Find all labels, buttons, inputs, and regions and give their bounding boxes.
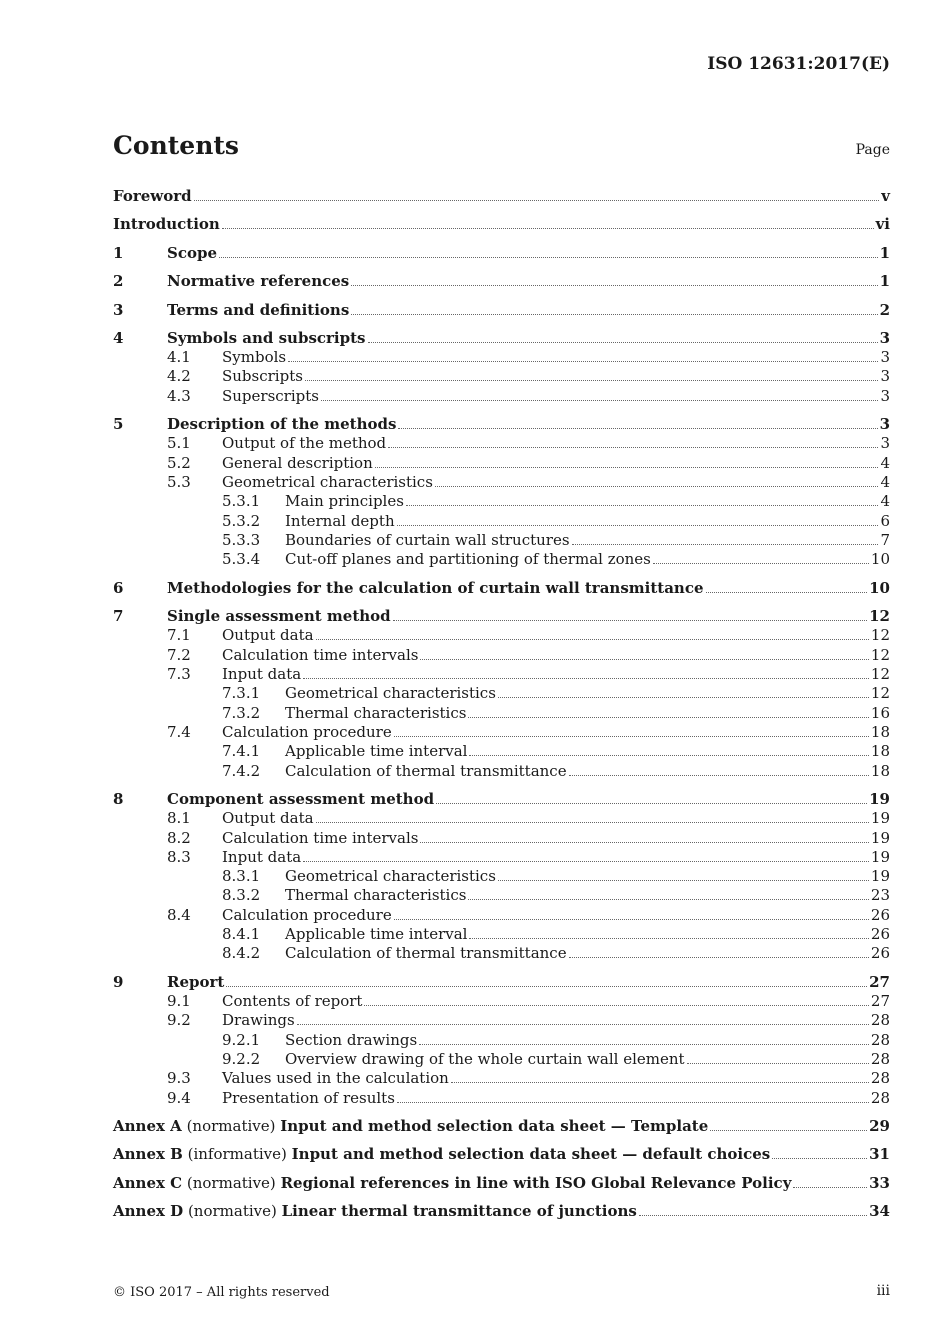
annex-label: Annex C	[113, 1174, 183, 1192]
toc-entry[interactable]	[113, 386, 890, 406]
toc-entry-page: 6	[880, 512, 890, 530]
toc-entry-page: 12	[870, 646, 890, 664]
toc-entry-title: Main principles	[285, 492, 404, 510]
toc-entry[interactable]	[113, 808, 890, 828]
dot-leader	[219, 256, 878, 258]
document-id: ISO 12631:2017(E)	[707, 54, 890, 74]
dot-leader	[710, 1129, 867, 1131]
annex-title: Input and method selection data sheet — Template	[280, 1117, 709, 1135]
toc-entry[interactable]	[113, 1116, 890, 1136]
toc-entry-page: 27	[870, 992, 890, 1010]
dot-leader	[316, 638, 869, 640]
toc-entry[interactable]	[113, 1173, 890, 1193]
dot-leader	[468, 716, 868, 718]
toc-entry-number: 5.1	[167, 434, 191, 452]
toc-entry-number: 6	[113, 579, 124, 597]
annex-kind: (normative)	[183, 1202, 282, 1220]
toc-entry-title	[113, 1144, 770, 1164]
dot-leader	[364, 1004, 868, 1006]
toc-entry[interactable]	[113, 511, 890, 531]
toc-entry-page: 19	[870, 848, 890, 866]
toc-entry[interactable]	[113, 828, 890, 848]
toc-entry-page: 23	[870, 886, 890, 904]
dot-leader	[368, 341, 878, 343]
annex-title: Linear thermal transmittance of junctions	[281, 1202, 637, 1220]
toc-entry-title: Input data	[222, 665, 302, 683]
toc-entry-number: 9.3	[167, 1069, 191, 1087]
toc-entry-title: Internal depth	[285, 512, 395, 530]
toc-entry-page: vi	[875, 215, 890, 233]
dot-leader	[420, 841, 868, 843]
toc-entry-title: Calculation time intervals	[222, 829, 419, 847]
toc-entry[interactable]	[113, 328, 890, 348]
dot-leader	[569, 956, 869, 958]
toc-entry-title	[113, 1201, 637, 1221]
toc-entry-page: 10	[870, 550, 890, 568]
toc-entry-page: 33	[869, 1174, 890, 1192]
toc-entry-number: 5.3.3	[222, 531, 261, 549]
dot-leader	[469, 937, 868, 939]
toc-entry[interactable]	[113, 972, 890, 992]
toc-entry-number: 4.3	[167, 387, 191, 405]
dot-leader	[793, 1186, 867, 1188]
dot-leader	[498, 696, 869, 698]
toc-entry-number: 9.4	[167, 1089, 191, 1107]
toc-entry-page: 34	[869, 1202, 890, 1220]
toc-entry-title: Single assessment method	[167, 607, 391, 625]
contents-title: Contents	[113, 131, 240, 160]
toc-entry-title: General description	[222, 454, 373, 472]
toc-entry-number: 4.1	[167, 348, 191, 366]
toc-entry-page: 12	[870, 665, 890, 683]
toc-entry-page: 1	[879, 244, 890, 262]
toc-entry-page: 12	[870, 626, 890, 644]
toc-entry-title: Description of the methods	[167, 415, 397, 433]
dot-leader	[351, 313, 877, 315]
toc-entry-number: 4	[113, 329, 124, 347]
toc-entry-number: 8.1	[167, 809, 191, 827]
toc-entry-number: 5.3	[167, 473, 191, 491]
toc-entry-page: 3	[880, 348, 890, 366]
toc-entry-page: 3	[880, 367, 890, 385]
toc-entry[interactable]	[113, 186, 890, 206]
annex-label: Annex A	[113, 1117, 182, 1135]
toc-entry-number: 5.3.4	[222, 550, 261, 568]
dot-leader	[436, 802, 867, 804]
toc-entry[interactable]	[113, 271, 890, 291]
toc-entry-title: Presentation of results	[222, 1089, 395, 1107]
toc-entry-page: 26	[870, 906, 890, 924]
toc-entry-title: Output data	[222, 809, 314, 827]
dot-leader	[772, 1157, 867, 1159]
toc-entry-title: Thermal characteristics	[285, 704, 467, 722]
toc-entry-title: Cut-off planes and partitioning of thermal zones	[285, 550, 651, 568]
copyright-notice: © ISO 2017 – All rights reserved	[113, 1285, 330, 1300]
annex-title: Input and method selection data sheet — default choices	[291, 1145, 771, 1163]
toc-entry-page: 4	[880, 473, 890, 491]
toc-entry-title: Symbols and subscripts	[167, 329, 366, 347]
toc-entry-title	[113, 1173, 791, 1193]
toc-entry-number: 2	[113, 272, 124, 290]
toc-entry-page: 19	[870, 867, 890, 885]
toc-entry-page: 3	[880, 434, 890, 452]
toc-entry-page: 31	[869, 1145, 890, 1163]
toc-entry[interactable]	[113, 243, 890, 263]
toc-entry-page: 3	[880, 387, 890, 405]
toc-entry[interactable]	[113, 1010, 890, 1030]
toc-entry-number: 9.2.2	[222, 1050, 261, 1068]
toc-entry-page: 18	[870, 723, 890, 741]
dot-leader	[321, 399, 878, 401]
toc-entry-page: v	[881, 187, 890, 205]
toc-entry-number: 7.1	[167, 626, 191, 644]
dot-leader	[498, 879, 869, 881]
toc-entry-number: 7.4.1	[222, 742, 261, 760]
toc-entry-number: 8.4.1	[222, 925, 261, 943]
toc-entry-page: 12	[869, 607, 890, 625]
toc-entry-number: 9.2.1	[222, 1031, 261, 1049]
dot-leader	[435, 485, 879, 487]
toc-entry-page: 4	[880, 454, 890, 472]
dot-leader	[398, 427, 877, 429]
toc-entry[interactable]	[113, 491, 890, 511]
toc-entry-page: 28	[870, 1089, 890, 1107]
toc-entry-page: 3	[879, 415, 890, 433]
dot-leader	[572, 543, 879, 545]
toc-entry-title: Contents of report	[222, 992, 363, 1010]
toc-entry-page: 4	[880, 492, 890, 510]
toc-entry-page: 16	[870, 704, 890, 722]
dot-leader	[639, 1214, 867, 1216]
toc-entry-title: Output of the method	[222, 434, 387, 452]
toc-entry[interactable]	[113, 722, 890, 742]
dot-leader	[469, 754, 868, 756]
toc-entry-page: 28	[870, 1011, 890, 1029]
toc-entry-number: 5.3.1	[222, 492, 261, 510]
dot-leader	[393, 619, 867, 621]
toc-entry[interactable]	[113, 664, 890, 684]
toc-entry-number: 8.4.2	[222, 944, 261, 962]
toc-entry-title: Subscripts	[222, 367, 303, 385]
toc-entry-title: Overview drawing of the whole curtain wall element	[285, 1050, 685, 1068]
toc-entry[interactable]	[113, 1049, 890, 1069]
dot-leader	[288, 360, 878, 362]
dot-leader	[351, 284, 877, 286]
toc-entry[interactable]	[113, 472, 890, 492]
toc-entry-title: Geometrical characteristics	[222, 473, 433, 491]
toc-entry-number: 8.3.1	[222, 867, 261, 885]
annex-kind: (normative)	[182, 1174, 281, 1192]
toc-entry-page: 19	[870, 809, 890, 827]
toc-entry-title: Values used in the calculation	[222, 1069, 449, 1087]
toc-entry[interactable]	[113, 924, 890, 944]
toc-entry[interactable]	[113, 549, 890, 569]
dot-leader	[303, 860, 869, 862]
toc-entry-number: 7.2	[167, 646, 191, 664]
toc-entry-page: 12	[870, 684, 890, 702]
toc-entry-page: 1	[879, 272, 890, 290]
toc-entry[interactable]	[113, 433, 890, 453]
toc-entry-page: 28	[870, 1031, 890, 1049]
dot-leader	[706, 591, 868, 593]
toc-entry-title: Methodologies for the calculation of curtain wall transmittance	[167, 579, 704, 597]
toc-entry-page: 19	[870, 829, 890, 847]
toc-entry[interactable]	[113, 1030, 890, 1050]
toc-entry-page: 29	[869, 1117, 890, 1135]
toc-entry[interactable]	[113, 606, 890, 626]
toc-entry-page: 2	[879, 301, 890, 319]
dot-leader	[397, 1101, 869, 1103]
toc-entry[interactable]	[113, 366, 890, 386]
toc-entry[interactable]	[113, 414, 890, 434]
toc-entry-number: 3	[113, 301, 124, 319]
dot-leader	[687, 1062, 869, 1064]
toc-entry-page: 7	[880, 531, 890, 549]
toc-entry[interactable]	[113, 905, 890, 925]
toc-entry-number: 4.2	[167, 367, 191, 385]
toc-entry[interactable]	[113, 1068, 890, 1088]
toc-entry-number: 8.4	[167, 906, 191, 924]
toc-entry[interactable]	[113, 1201, 890, 1221]
toc-entry[interactable]	[113, 645, 890, 665]
toc-entry-page: 10	[869, 579, 890, 597]
toc-entry-title: Foreword	[113, 187, 192, 205]
toc-entry-title: Terms and definitions	[167, 301, 350, 319]
toc-entry-title: Normative references	[167, 272, 350, 290]
toc-entry-page: 18	[870, 762, 890, 780]
toc-entry-number: 7.4.2	[222, 762, 261, 780]
toc-entry-title	[113, 1116, 708, 1136]
toc-entry-title: Drawings	[222, 1011, 295, 1029]
toc-entry[interactable]	[113, 789, 890, 809]
toc-entry[interactable]	[113, 625, 890, 645]
toc-entry-title: Section drawings	[285, 1031, 418, 1049]
toc-entry-page: 27	[869, 973, 890, 991]
toc-entry-title: Output data	[222, 626, 314, 644]
toc-entry-number: 5.3.2	[222, 512, 261, 530]
toc-entry-title: Component assessment method	[167, 790, 435, 808]
toc-entry-number: 8.2	[167, 829, 191, 847]
toc-entry[interactable]	[113, 991, 890, 1011]
toc-entry[interactable]	[113, 347, 890, 367]
toc-entry[interactable]	[113, 578, 890, 598]
dot-leader	[388, 446, 878, 448]
toc-entry-title: Report	[167, 973, 225, 991]
dot-leader	[226, 985, 867, 987]
toc-entry[interactable]	[113, 885, 890, 905]
dot-leader	[653, 562, 869, 564]
toc-entry-title: Boundaries of curtain wall structures	[285, 531, 570, 549]
toc-entry-title: Scope	[167, 244, 218, 262]
dot-leader	[397, 524, 879, 526]
toc-entry-title: Applicable time interval	[285, 742, 468, 760]
toc-entry-number: 9.2	[167, 1011, 191, 1029]
toc-entry-title: Introduction	[113, 215, 220, 233]
dot-leader	[305, 379, 879, 381]
toc-entry-number: 9.1	[167, 992, 191, 1010]
toc-entry-number: 7.3.1	[222, 684, 261, 702]
toc-entry[interactable]	[113, 943, 890, 963]
annex-kind: (normative)	[181, 1117, 281, 1135]
toc-entry-page: 3	[879, 329, 890, 347]
toc-entry-title: Calculation procedure	[222, 906, 392, 924]
toc-entry-title: Applicable time interval	[285, 925, 468, 943]
toc-entry-title: Calculation of thermal transmittance	[285, 762, 567, 780]
toc-entry[interactable]	[113, 214, 890, 234]
toc-entry-title: Input data	[222, 848, 302, 866]
toc-entry-title: Calculation procedure	[222, 723, 392, 741]
annex-title: Regional references in line with ISO Global Relevance Policy	[280, 1174, 792, 1192]
toc-entry-number: 1	[113, 244, 124, 262]
toc-entry[interactable]	[113, 741, 890, 761]
toc-entry-number: 5	[113, 415, 124, 433]
toc-entry-page: 26	[870, 944, 890, 962]
toc-entry[interactable]	[113, 530, 890, 550]
dot-leader	[303, 677, 869, 679]
toc-entry-number: 8.3	[167, 848, 191, 866]
toc-entry[interactable]	[113, 683, 890, 703]
toc-entry[interactable]	[113, 866, 890, 886]
footer-page-number: iii	[876, 1283, 890, 1299]
dot-leader	[419, 1043, 869, 1045]
toc-entry-page: 28	[870, 1050, 890, 1068]
dot-leader	[375, 466, 879, 468]
toc-entry-number: 5.2	[167, 454, 191, 472]
toc-entry-page: 19	[869, 790, 890, 808]
dot-leader	[316, 821, 869, 823]
annex-label: Annex D	[113, 1202, 184, 1220]
toc-entry-title: Symbols	[222, 348, 287, 366]
dot-leader	[451, 1081, 869, 1083]
dot-leader	[394, 735, 869, 737]
toc-entry-number: 9	[113, 973, 124, 991]
toc-entry-number: 7.3.2	[222, 704, 261, 722]
toc-entry-number: 8	[113, 790, 124, 808]
toc-entry[interactable]	[113, 703, 890, 723]
toc-entry-page: 18	[870, 742, 890, 760]
toc-entry[interactable]	[113, 761, 890, 781]
toc-entry[interactable]	[113, 1144, 890, 1164]
toc-entry[interactable]	[113, 1088, 890, 1108]
annex-label: Annex B	[113, 1145, 183, 1163]
dot-leader	[420, 658, 868, 660]
dot-leader	[468, 898, 868, 900]
annex-kind: (informative)	[182, 1145, 292, 1163]
toc-entry-title: Calculation time intervals	[222, 646, 419, 664]
toc-entry-page: 28	[870, 1069, 890, 1087]
page-column-label: Page	[855, 142, 890, 158]
toc-entry-page: 26	[870, 925, 890, 943]
dot-leader	[394, 918, 869, 920]
dot-leader	[297, 1023, 869, 1025]
toc-entry-number: 8.3.2	[222, 886, 261, 904]
dot-leader	[569, 774, 869, 776]
dot-leader	[222, 227, 874, 229]
toc-entry-title: Calculation of thermal transmittance	[285, 944, 567, 962]
dot-leader	[406, 504, 879, 506]
toc-entry-title: Geometrical characteristics	[285, 867, 496, 885]
toc-entry-number: 7	[113, 607, 124, 625]
toc-entry-title: Thermal characteristics	[285, 886, 467, 904]
toc-entry-number: 7.4	[167, 723, 191, 741]
toc-entry-number: 7.3	[167, 665, 191, 683]
toc-entry-title: Superscripts	[222, 387, 319, 405]
toc-entry[interactable]	[113, 300, 890, 320]
toc-entry[interactable]	[113, 453, 890, 473]
toc-entry-title: Geometrical characteristics	[285, 684, 496, 702]
dot-leader	[194, 199, 880, 201]
toc-entry[interactable]	[113, 847, 890, 867]
